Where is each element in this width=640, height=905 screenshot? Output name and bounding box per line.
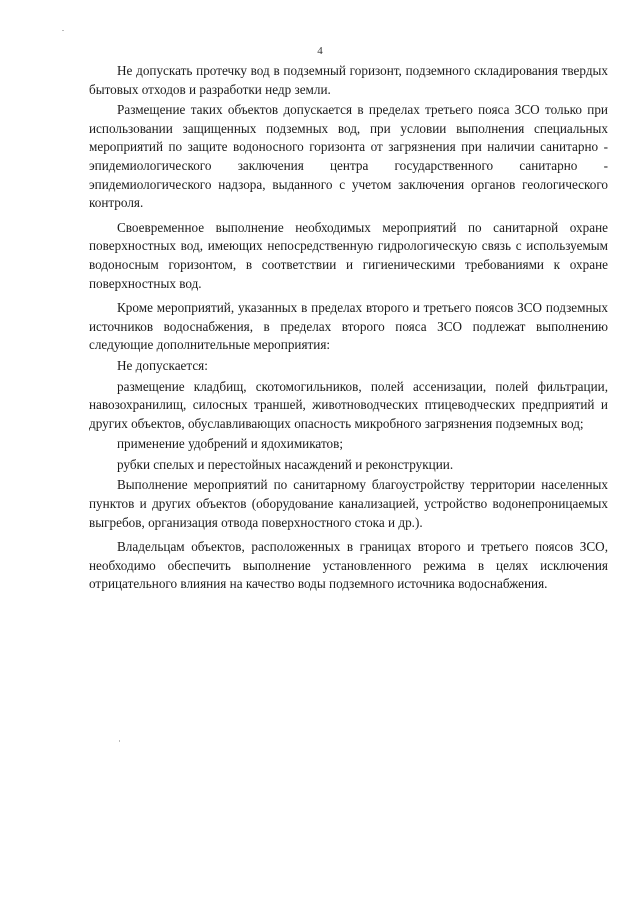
paragraph-third-belt-placement: Размещение таких объектов допускается в пределах третьего пояса ЗСО только при использовании защищенных подземных вод, при условии выполнения специальных мероприятий по защите водоносного горизонта от загрязнения при наличии санитарно - эпидемиологического заключения центра государственного санитарно - эпидемиологического надзора, выданного с учетом заключения органов геологического контроля. (89, 102, 608, 211)
list-item-placement: размещение кладбищ, скотомогильников, полей ассенизации, полей фильтрации, навозохранилищ, силосных траншей, животноводческих птицеводческих предприятий и других объектов, обуславливающих опасность микробного загрязнения подземных вод; (89, 378, 608, 431)
list-item-logging: рубки спелых и перестойных насаждений и реконструкции. (117, 456, 454, 472)
paragraph-not-allowed-heading: Не допускается: (117, 357, 208, 373)
paragraph-no-leak: Не допускать протечку вод в подземный горизонт, подземного складирования твердых бытовых отходов и разработки недр земли. (89, 63, 608, 97)
scan-speck (62, 30, 64, 31)
page-number: 4 (317, 45, 323, 57)
paragraph-sanitary-improvement: Выполнение мероприятий по санитарному благоустройству территории населенных пунктов и других объектов (оборудование канализацией, устройство водонепроницаемых выгребов, организация отвода поверхностного стока и др.). (89, 477, 608, 530)
paragraph-surface-water-protection: Своевременное выполнение необходимых мероприятий по санитарной охране поверхностных вод, имеющих непосредственную гидрологическую связь с используемым водоносным горизонтом, в соответствии и гигиеническими требованиями к охране поверхностных вод. (89, 219, 608, 291)
document-body (89, 62, 608, 594)
list-item-fertilizers: применение удобрений и ядохимикатов; (117, 436, 344, 452)
paragraph-second-belt-measures: Кроме мероприятий, указанных в пределах второго и третьего поясов ЗСО подземных источников водоснабжения, в пределах второго пояса ЗСО подлежат выполнению следующие дополнительные мероприятия: (89, 300, 608, 353)
scan-speck (119, 740, 120, 742)
paragraph-owners-obligation: Владельцам объектов, расположенных в границах второго и третьего поясов ЗСО, необходимо обеспечить выполнение установленного режима в целях исключения отрицательного влияния на качество воды подземного источника водоснабжения. (89, 539, 608, 592)
